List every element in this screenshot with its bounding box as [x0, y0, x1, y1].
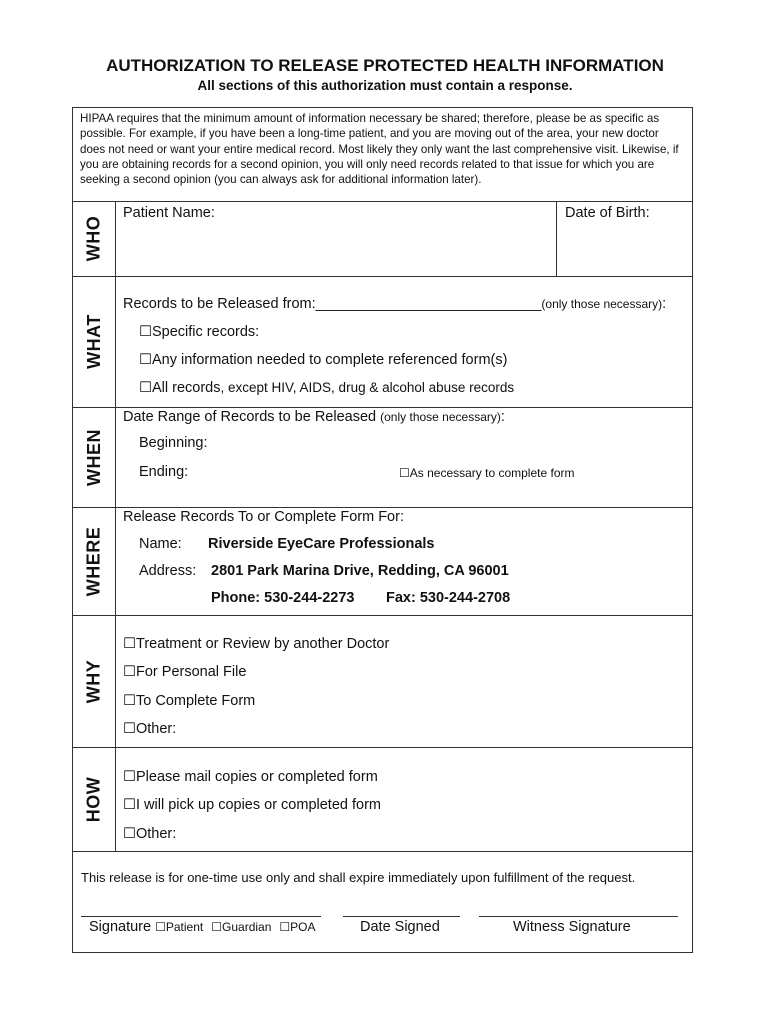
divider-when	[72, 507, 693, 508]
how-pickup-checkbox[interactable]: ☐I will pick up copies or completed form	[123, 797, 381, 813]
all-records-checkbox[interactable]	[139, 380, 514, 396]
address-value: 2801 Park Marina Drive, Redding, CA 96001	[211, 563, 509, 579]
signature-line[interactable]	[81, 916, 321, 917]
date-range-heading	[123, 409, 505, 425]
phone-value: Phone: 530-244-2273	[211, 590, 355, 606]
address-label: Address:	[139, 563, 197, 579]
specific-records-checkbox[interactable]: ☐Specific records:	[139, 324, 260, 340]
records-from-field[interactable]	[123, 296, 666, 312]
why-treatment-checkbox[interactable]: ☐Treatment or Review by another Doctor	[123, 636, 390, 652]
fax-value: Fax: 530-244-2708	[386, 590, 511, 606]
hipaa-intro: HIPAA requires that the minimum amount of information necessary be shared; therefore, please be as specific as possible. For example, if you have been a long-time patient, and you are moving out of the area, your new doctor does not need or want your entire medical record. Most likely they only want the last comprehensive visit. Likewise, if you are obtaining records for a second opinion, you will only need records related to that issue for which you are seeking a second opinion (you can always ask for additional information later).	[80, 112, 679, 187]
records-from-label: Records to be Released from:____________________________	[123, 296, 542, 312]
expiry-statement: This release is for one-time use only and shall expire immediately upon fulfillment of the request.	[81, 870, 636, 885]
signer-guardian-checkbox[interactable]: ☐Guardian	[211, 920, 272, 934]
witness-signature-label: Witness Signature	[513, 919, 631, 935]
section-label-where: WHERE	[83, 526, 104, 596]
divider-intro	[72, 201, 693, 202]
date-signed-line[interactable]	[343, 916, 460, 917]
date-range-colon: :	[500, 409, 505, 425]
beginning-field[interactable]: Beginning:	[139, 435, 208, 451]
name-value: Riverside EyeCare Professionals	[208, 536, 435, 552]
dob-divider	[556, 201, 557, 276]
records-from-note: (only those necessary)	[541, 297, 663, 311]
section-label-what: WHAT	[83, 314, 104, 369]
form-subtitle: All sections of this authorization must contain a response.	[197, 78, 573, 93]
how-other-checkbox[interactable]: ☐Other:	[123, 826, 177, 842]
date-of-birth-field[interactable]: Date of Birth:	[565, 205, 650, 221]
divider-how	[72, 851, 693, 852]
date-range-note: (only those necessary)	[380, 410, 501, 424]
divider-what	[72, 407, 693, 408]
signature-label-row	[89, 919, 316, 935]
how-mail-checkbox[interactable]: ☐Please mail copies or completed form	[123, 769, 378, 785]
section-label-when: WHEN	[83, 428, 104, 486]
signer-patient-checkbox[interactable]: ☐Patient	[155, 920, 204, 934]
divider-why	[72, 747, 693, 748]
all-records-exclusion: , except HIV, AIDS, drug & alcohol abuse records	[220, 380, 515, 395]
label-column-divider	[115, 201, 116, 851]
signature-label: Signature	[89, 919, 156, 935]
why-personal-file-checkbox[interactable]: ☐For Personal File	[123, 664, 247, 680]
section-label-why: WHY	[83, 659, 104, 703]
divider-where	[72, 615, 693, 616]
signer-poa-checkbox[interactable]: ☐POA	[279, 920, 316, 934]
release-to-heading: Release Records To or Complete Form For:	[123, 509, 404, 525]
name-label: Name:	[139, 536, 182, 552]
date-signed-label: Date Signed	[360, 919, 440, 935]
why-complete-form-checkbox[interactable]: ☐To Complete Form	[123, 693, 256, 709]
any-information-checkbox[interactable]: ☐Any information needed to complete referenced form(s)	[139, 352, 508, 368]
all-records-label: ☐All records	[139, 380, 221, 396]
patient-name-field[interactable]: Patient Name:	[123, 205, 215, 221]
witness-signature-line[interactable]	[479, 916, 678, 917]
form-title: AUTHORIZATION TO RELEASE PROTECTED HEALTH INFORMATION	[106, 56, 664, 75]
records-from-colon: :	[662, 296, 667, 312]
section-label-how: HOW	[83, 776, 104, 822]
divider-who	[72, 276, 693, 277]
ending-field[interactable]: Ending:	[139, 464, 189, 480]
date-range-label: Date Range of Records to be Released	[123, 409, 381, 425]
as-necessary-checkbox[interactable]: ☐As necessary to complete form	[399, 466, 575, 480]
why-other-checkbox[interactable]: ☐Other:	[123, 721, 177, 737]
section-label-who: WHO	[83, 215, 104, 262]
